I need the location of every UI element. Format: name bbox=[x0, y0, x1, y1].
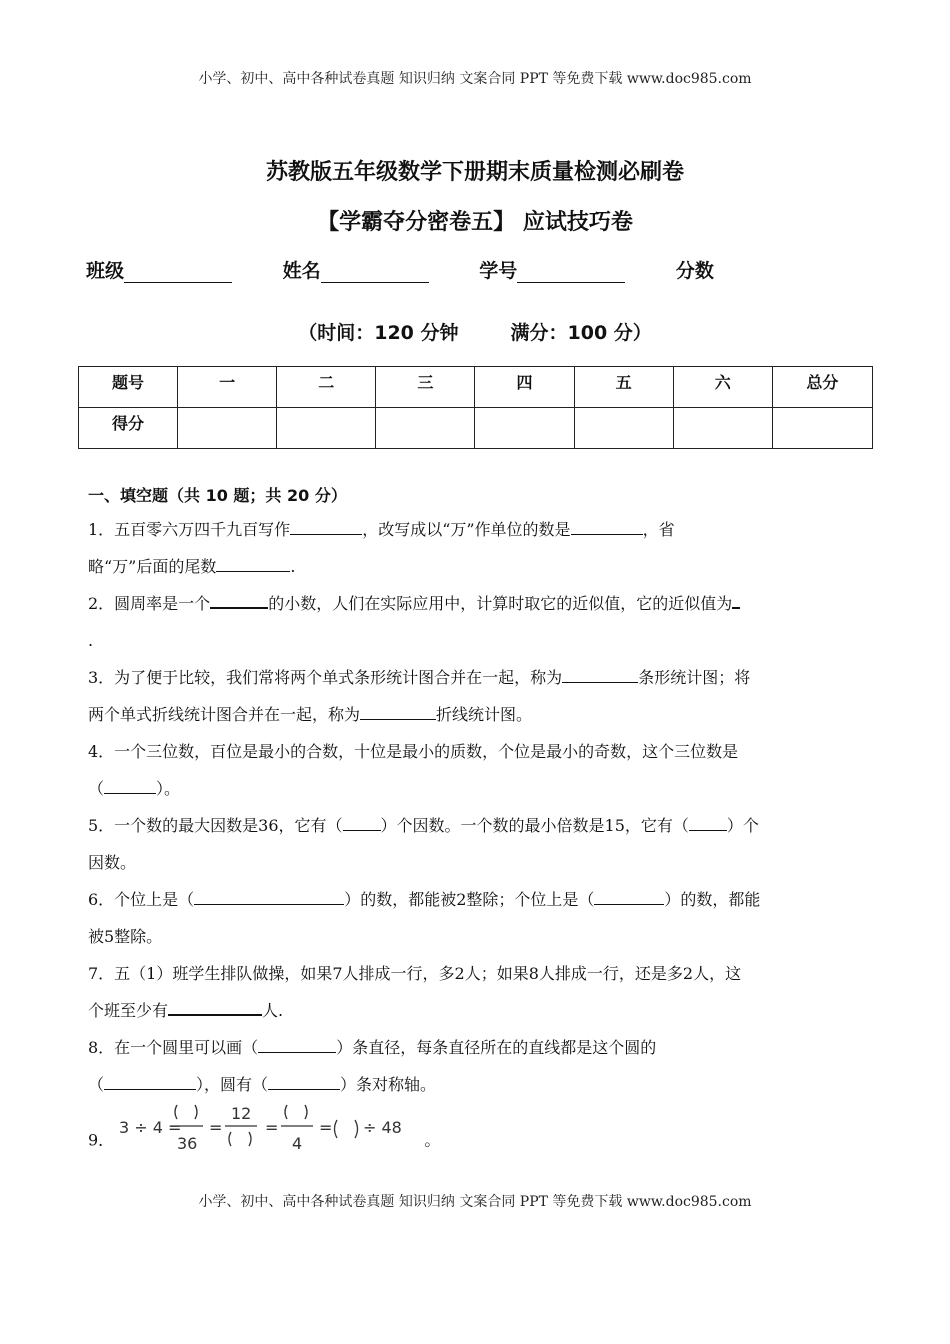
score-cell[interactable] bbox=[673, 408, 772, 449]
answer-blank[interactable] bbox=[594, 886, 664, 905]
score-header-cell: 总分 bbox=[772, 367, 872, 408]
score-row-label: 得分 bbox=[79, 408, 178, 449]
question-5: 5．一个数的最大因数是36，它有（ ）个因数。一个数的最小倍数是15，它有（ ）个 因数。 bbox=[88, 807, 868, 881]
left-paren-icon bbox=[285, 1105, 307, 1119]
answer-blank[interactable] bbox=[258, 1034, 336, 1053]
blank-paren-icon bbox=[335, 1120, 358, 1138]
answer-blank[interactable] bbox=[689, 812, 727, 831]
left-paren-icon bbox=[175, 1105, 197, 1119]
answer-blank[interactable] bbox=[343, 812, 381, 831]
score-cell[interactable] bbox=[178, 408, 277, 449]
answer-blank[interactable] bbox=[216, 553, 290, 572]
score-cell[interactable] bbox=[475, 408, 574, 449]
svg-text:=: = bbox=[319, 1118, 333, 1137]
score-header-cell: 五 bbox=[574, 367, 673, 408]
score-header-cell: 二 bbox=[277, 367, 376, 408]
id-blank[interactable] bbox=[517, 262, 625, 283]
id-label: 学号 bbox=[479, 260, 518, 282]
answer-blank[interactable] bbox=[732, 589, 740, 609]
exam-subtitle: 【学霸夺分密卷五】 应试技巧卷 bbox=[317, 210, 633, 235]
score-header-cell: 一 bbox=[178, 367, 277, 408]
question-1: 1．五百零六万四千九百写作 ，改写成以“万”作单位的数是 ，省 略“万”后面的尾数 . bbox=[88, 511, 868, 585]
answer-blank[interactable] bbox=[210, 589, 268, 609]
score-cell[interactable] bbox=[772, 408, 872, 449]
right-paren-icon bbox=[229, 1132, 251, 1146]
answer-blank[interactable] bbox=[562, 664, 638, 683]
question-2: 2．圆周率是一个 的小数，人们在实际应用中，计算时取它的近似值，它的近似值为 . bbox=[88, 585, 868, 659]
score-table-header-row bbox=[79, 367, 873, 408]
exam-title: 苏教版五年级数学下册期末质量检测必刷卷 bbox=[265, 160, 684, 185]
score-header-cell: 四 bbox=[475, 367, 574, 408]
full-score-text: 满分：100 分） bbox=[510, 322, 652, 344]
fraction-den-1: 36 bbox=[177, 1134, 198, 1153]
page-footer: 小学、初中、高中各种试卷真题 知识归纳 文案合同 PPT 等免费下载 www.doc985.com bbox=[198, 1194, 752, 1210]
score-cell[interactable] bbox=[574, 408, 673, 449]
svg-text:=: = bbox=[265, 1118, 279, 1137]
expr-left: 3 ÷ 4 = bbox=[119, 1118, 182, 1137]
answer-blank[interactable] bbox=[168, 996, 262, 1016]
answer-blank[interactable] bbox=[268, 1071, 340, 1090]
svg-text:=: = bbox=[209, 1118, 223, 1137]
division-tail: ÷ 48 bbox=[363, 1118, 403, 1137]
question-6: 6．个位上是（ ）的数，都能被2整除；个位上是（ ）的数，都能 被5整除。 bbox=[88, 881, 868, 955]
section-heading: 一、填空题（共 10 题；共 20 分） bbox=[88, 486, 347, 505]
answer-blank[interactable] bbox=[104, 1071, 196, 1090]
class-label: 班级 bbox=[86, 260, 125, 282]
fraction-num-2: 12 bbox=[231, 1104, 252, 1123]
student-info-row bbox=[86, 256, 714, 283]
answer-blank[interactable] bbox=[194, 886, 344, 905]
score-header-cell: 六 bbox=[673, 367, 772, 408]
question-8: 8．在一个圆里可以画（ ）条直径，每条直径所在的直线都是这个圆的 （ ），圆有（ ）条对称轴。 bbox=[88, 1029, 868, 1103]
question-4: 4．一个三位数，百位是最小的合数，十位是最小的质数，个位是最小的奇数，这个三位数是 （ ）。 bbox=[88, 742, 739, 798]
question-7: 7．五（1）班学生排队做操，如果7人排成一行，多2人；如果8人排成一行，还是多2人，这 个班至少有 人. bbox=[88, 964, 742, 1020]
name-blank[interactable] bbox=[321, 262, 429, 283]
score-table bbox=[78, 366, 873, 449]
score-header-cell: 三 bbox=[376, 367, 475, 408]
time-info bbox=[0, 318, 950, 345]
answer-blank[interactable] bbox=[360, 701, 436, 720]
score-cell[interactable] bbox=[376, 408, 475, 449]
answer-blank[interactable] bbox=[104, 775, 156, 794]
fraction-den-3: 4 bbox=[292, 1134, 303, 1153]
score-label: 分数 bbox=[675, 260, 714, 282]
answer-blank[interactable] bbox=[290, 516, 362, 535]
score-table-score-row bbox=[79, 408, 873, 449]
fraction-equation bbox=[119, 1100, 419, 1181]
class-blank[interactable] bbox=[124, 262, 232, 283]
page-header: 小学、初中、高中各种试卷真题 知识归纳 文案合同 PPT 等免费下载 www.doc985.com bbox=[198, 71, 752, 87]
answer-blank[interactable] bbox=[571, 516, 643, 535]
question-3: 3．为了便于比较，我们常将两个单式条形统计图合并在一起，称为 条形统计图；将 两个单式折线统计图合并在一起，称为 折线统计图。 bbox=[88, 659, 868, 733]
score-header-cell: 题号 bbox=[79, 367, 178, 408]
question-9: 9． 3 ÷ 4 = 36 = 12 = 4 = ÷ 48 。 bbox=[88, 1100, 868, 1181]
time-text: （时间：120 分钟 bbox=[298, 322, 459, 344]
score-cell[interactable] bbox=[277, 408, 376, 449]
name-label: 姓名 bbox=[282, 260, 321, 282]
